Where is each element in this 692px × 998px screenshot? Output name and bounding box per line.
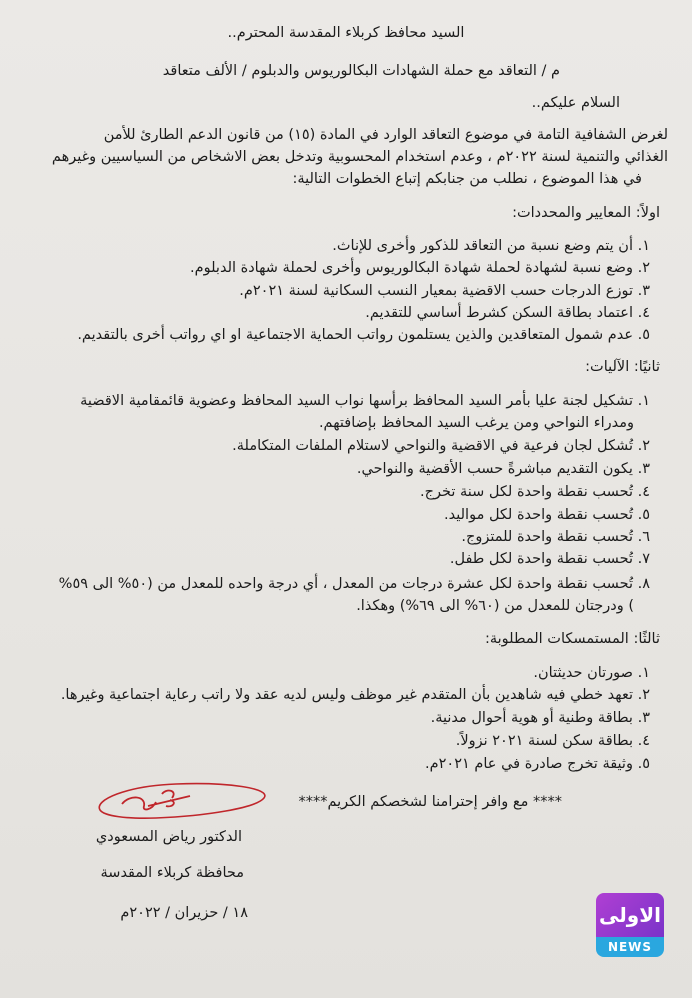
intro-line: في هذا الموضوع ، نطلب من جنابكم إتباع الخطوات التالية: xyxy=(292,171,642,187)
addressee-line: السيد محافظ كربلاء المقدسة المحترم.. xyxy=(227,25,465,41)
list-item: ٥. عدم شمول المتعاقدين والذين يستلمون رواتب الحماية الاجتماعية او اي رواتب أخرى بالتقديم. xyxy=(77,327,650,343)
intro-line: لغرض الشفافية التامة في موضوع التعاقد الوارد في المادة (١٥) من قانون الدعم الطارئ للأمن xyxy=(103,127,668,143)
list-item: ومدراء النواحي ومن يرغب السيد المحافظ بإضافتهم. xyxy=(318,415,634,431)
intro-line: الغذائي والتنمية لسنة ٢٠٢٢م ، وعدم استخدام المحسوبية وتدخل بعض الاشخاص من السياسيين وغيرهم xyxy=(51,149,668,165)
list-item: ٧. تُحسب نقطة واحدة لكل طفل. xyxy=(449,551,650,567)
list-item: ٢. تعهد خطي فيه شاهدين بأن المتقدم غير موظف وليس لديه عقد ولا راتب رعاية اجتماعية وغيرها. xyxy=(60,687,650,703)
list-item: ٢. تُشكل لجان فرعية في الاقضية والنواحي لاستلام الملفات المتكاملة. xyxy=(232,438,650,454)
news-watermark-logo xyxy=(596,893,664,957)
logo-subtext: NEWS xyxy=(596,937,664,957)
list-item: ٣. يكون التقديم مباشرةً حسب الأقضية والنواحي. xyxy=(356,461,650,477)
list-item: ٥. وثيقة تخرج صادرة في عام ٢٠٢١م. xyxy=(425,756,650,772)
list-item: ٤. تُحسب نقطة واحدة لكل سنة تخرج. xyxy=(420,484,650,500)
list-item: ٣. بطاقة وطنية أو هوية أحوال مدنية. xyxy=(430,710,650,726)
list-item: ٦. تُحسب نقطة واحدة للمتزوج. xyxy=(461,529,650,545)
letter-date: ١٨ / حزيران / ٢٠٢٢م xyxy=(120,905,248,921)
section1-title: اولاً: المعايير والمحددات: xyxy=(512,205,660,221)
list-item: ٣. توزع الدرجات حسب الاقضية بمعيار النسب السكانية لسنة ٢٠٢١م. xyxy=(239,283,650,299)
greeting-line: السلام عليكم.. xyxy=(531,95,620,111)
section3-title: ثالثًا: المستمسكات المطلوبة: xyxy=(484,631,660,647)
list-item: ١. أن يتم وضع نسبة من التعاقد للذكور وأخرى للإناث. xyxy=(332,238,650,254)
section2-title: ثانيًا: الآليات: xyxy=(585,359,660,375)
closing-line: **** مع وافر إحترامنا لشخصكم الكريم**** xyxy=(298,794,562,810)
subject-line: م / التعاقد مع حملة الشهادات البكالوريوس والدبلوم / الألف متعاقد xyxy=(162,63,560,79)
list-item: ١. تشكيل لجنة عليا بأمر السيد المحافظ برأسها نواب السيد المحافظ وعضوية قائمقامية الاقضية xyxy=(80,393,650,409)
list-item: ٥. تُحسب نقطة واحدة لكل مواليد. xyxy=(444,507,650,523)
signer-title: محافظة كربلاء المقدسة xyxy=(100,865,244,881)
signer-name: الدكتور رياض المسعودي xyxy=(95,829,242,845)
list-item: ) ودرجتان للمعدل من (٦٠% الى ٦٩%) وهكذا. xyxy=(356,598,634,614)
logo-text: الاولى xyxy=(596,893,664,937)
list-item: ٢. وضع نسبة لشهادة لحملة شهادة البكالوريوس وأخرى لحملة شهادة الدبلوم. xyxy=(190,260,650,276)
list-item: ٨. تُحسب نقطة واحدة لكل عشرة درجات من المعدل ، أي درجة واحده للمعدل من (٥٠% الى ٥٩% xyxy=(58,576,650,592)
list-item: ٤. اعتماد بطاقة السكن كشرط أساسي للتقديم. xyxy=(365,305,650,321)
list-item: ٤. بطاقة سكن لسنة ٢٠٢١ نزولاً. xyxy=(455,733,650,749)
handwritten-signature xyxy=(86,776,270,826)
list-item: ١. صورتان حديثتان. xyxy=(533,665,650,681)
